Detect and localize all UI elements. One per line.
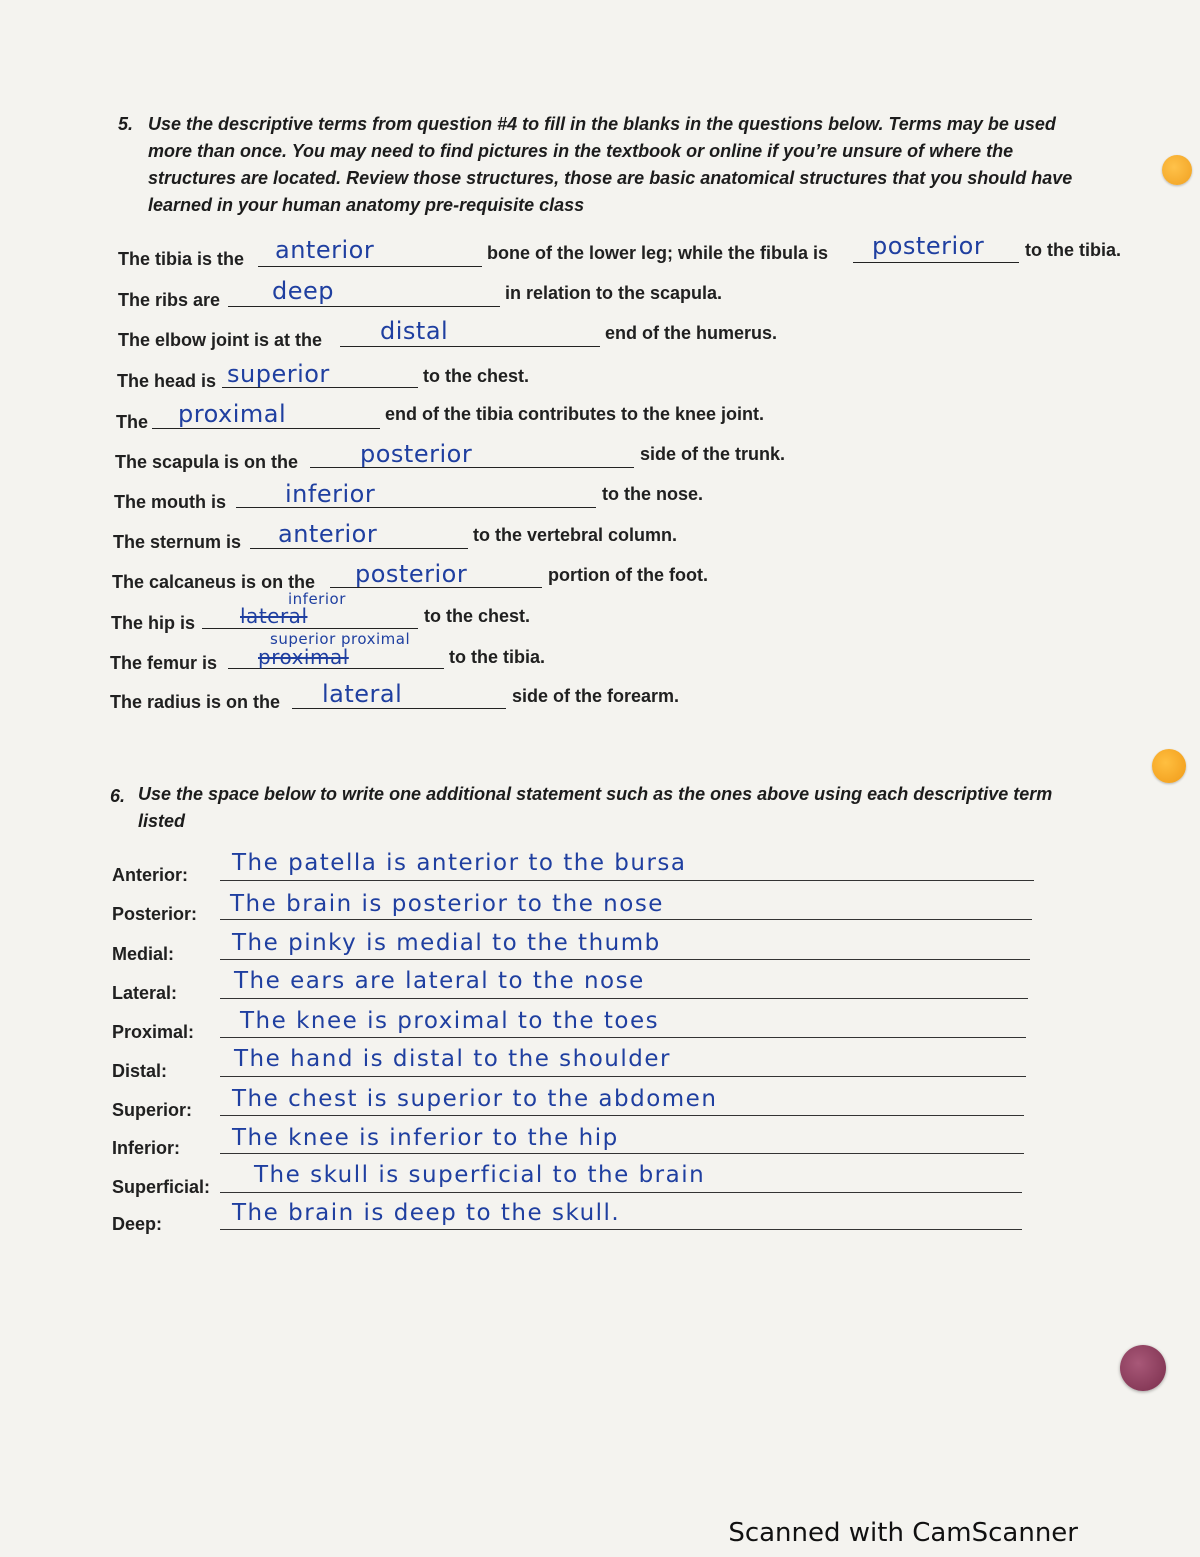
q6-label-superficial: Superficial: xyxy=(112,1177,211,1197)
q5-row-6-before: The scapula is on the xyxy=(115,452,299,472)
q6-line-medial[interactable] xyxy=(220,959,1030,960)
q5-row-8-blank[interactable] xyxy=(250,548,468,549)
q5-row-5-after: end of the tibia contributes to the knee joint. xyxy=(385,404,765,424)
q5-row-1-answer-2: posterior xyxy=(872,232,985,260)
q6-number: 6. xyxy=(110,786,126,806)
q6-answer-superficial: The skull is superficial to the brain xyxy=(254,1162,706,1188)
q6-label-medial: Medial: xyxy=(112,944,175,964)
q5-row-10-blank[interactable] xyxy=(202,628,418,629)
q5-row-1-after: to the tibia. xyxy=(1025,240,1121,260)
q5-instructions xyxy=(148,111,1158,219)
q5-row-12-before: The radius is on the xyxy=(110,692,281,712)
q6-label-lateral: Lateral: xyxy=(112,983,178,1003)
q6-line-proximal[interactable] xyxy=(220,1037,1026,1038)
q5-row-12-after: side of the forearm. xyxy=(512,686,680,706)
q6-line-1: Use the space below to write one additional statement such as the ones above using each descriptive term xyxy=(138,784,1053,804)
q6-answer-posterior: The brain is posterior to the nose xyxy=(230,891,664,917)
q5-row-7-answer: inferior xyxy=(285,480,376,508)
q5-row-1-blank-2[interactable] xyxy=(853,262,1019,263)
q5-row-3-blank[interactable] xyxy=(340,346,600,347)
q6-answer-lateral: The ears are lateral to the nose xyxy=(234,968,645,994)
q6-line-lateral[interactable] xyxy=(220,998,1028,999)
q5-row-2-after: in relation to the scapula. xyxy=(505,283,723,303)
q5-row-7-before: The mouth is xyxy=(114,492,226,512)
q6-label-superior: Superior: xyxy=(112,1100,193,1120)
q5-row-8-before: The sternum is xyxy=(113,532,242,552)
q6-answer-superior: The chest is superior to the abdomen xyxy=(232,1086,718,1112)
q5-row-5-blank[interactable] xyxy=(152,428,380,429)
q5-row-1-middle: bone of the lower leg; while the fibula is xyxy=(487,243,829,263)
q6-line-anterior[interactable] xyxy=(220,880,1034,881)
q5-row-10-after: to the chest. xyxy=(424,606,531,626)
q6-answer-anterior: The patella is anterior to the bursa xyxy=(232,850,687,876)
q6-line-2: listed xyxy=(138,811,186,831)
q6-line-inferior[interactable] xyxy=(220,1153,1024,1154)
q5-row-1-answer: anterior xyxy=(275,236,375,264)
q5-row-5-before: The xyxy=(116,412,149,432)
q5-row-12-answer: lateral xyxy=(322,680,403,708)
q6-line-superficial[interactable] xyxy=(220,1192,1022,1193)
q5-row-5-answer: proximal xyxy=(178,400,287,428)
q6-line-deep[interactable] xyxy=(220,1229,1022,1230)
q5-row-6-after: side of the trunk. xyxy=(640,444,786,464)
q5-row-8-answer: anterior xyxy=(278,520,378,548)
q6-answer-inferior: The knee is inferior to the hip xyxy=(232,1125,619,1151)
q5-number: 5. xyxy=(118,114,134,134)
q5-row-4-before: The head is xyxy=(117,371,217,391)
q6-line-superior[interactable] xyxy=(220,1115,1024,1116)
q5-row-11-before: The femur is xyxy=(110,653,218,673)
q5-row-1-blank[interactable] xyxy=(258,266,482,267)
q5-row-3-before: The elbow joint is at the xyxy=(118,330,323,350)
q5-row-9-answer: posterior xyxy=(355,560,468,588)
camscanner-watermark: Scanned with CamScanner xyxy=(728,1518,1078,1548)
q6-answer-deep: The brain is deep to the skull. xyxy=(232,1200,621,1226)
q5-line-1: Use the descriptive terms from question #4 to fill in the blanks in the questions below. Terms may be used xyxy=(148,114,1056,134)
q5-row-10-before: The hip is xyxy=(111,613,196,633)
q5-line-3: structures are located. Review those structures, those are basic anatomical structures that you should have xyxy=(148,168,1073,188)
q5-row-9-before: The calcaneus is on the xyxy=(112,572,316,592)
q5-row-3-after: end of the humerus. xyxy=(605,323,778,343)
q6-line-posterior[interactable] xyxy=(220,919,1032,920)
q5-line-2: more than once. You may need to find pictures in the textbook or online if you’re unsure of where the xyxy=(148,141,1014,161)
q5-row-8-after: to the vertebral column. xyxy=(473,525,678,545)
q5-row-12-blank[interactable] xyxy=(292,708,506,709)
q5-row-2-blank[interactable] xyxy=(228,306,500,307)
q6-answer-medial: The pinky is medial to the thumb xyxy=(232,930,661,956)
q6-line-distal[interactable] xyxy=(220,1076,1026,1077)
q6-label-posterior: Posterior: xyxy=(112,904,198,924)
q5-row-10-answer: inferior xyxy=(288,590,346,608)
q5-row-9-after: portion of the foot. xyxy=(548,565,708,585)
q5-row-7-after: to the nose. xyxy=(602,484,704,504)
q5-row-10-crossed: lateral xyxy=(240,604,308,628)
q5-row-2-answer: deep xyxy=(272,277,334,305)
q5-row-3-answer: distal xyxy=(380,317,449,345)
q5-row-11-answer: superior proximal xyxy=(270,630,411,648)
q6-answer-proximal: The knee is proximal to the toes xyxy=(240,1008,660,1034)
q5-row-4-answer: superior xyxy=(227,360,330,388)
q5-row-11-after: to the tibia. xyxy=(449,647,545,667)
q6-label-deep: Deep: xyxy=(112,1214,163,1234)
purple-binder-tab xyxy=(1120,1345,1166,1391)
q6-instructions xyxy=(138,781,1138,835)
q6-label-inferior: Inferior: xyxy=(112,1138,181,1158)
q5-row-6-answer: posterior xyxy=(360,440,473,468)
orange-binder-tab-top xyxy=(1162,155,1192,185)
q6-answer-distal: The hand is distal to the shoulder xyxy=(234,1046,671,1072)
orange-binder-tab-middle xyxy=(1152,749,1186,783)
q6-label-proximal: Proximal: xyxy=(112,1022,195,1042)
q5-line-4: learned in your human anatomy pre-requisite class xyxy=(148,195,585,215)
q6-label-anterior: Anterior: xyxy=(112,865,188,885)
q5-row-2-before: The ribs are xyxy=(118,290,221,310)
q6-label-distal: Distal: xyxy=(112,1061,168,1081)
q5-row-11-crossed: proximal xyxy=(258,645,349,669)
q5-row-4-after: to the chest. xyxy=(423,366,530,386)
q5-row-1-before: The tibia is the xyxy=(118,249,245,269)
